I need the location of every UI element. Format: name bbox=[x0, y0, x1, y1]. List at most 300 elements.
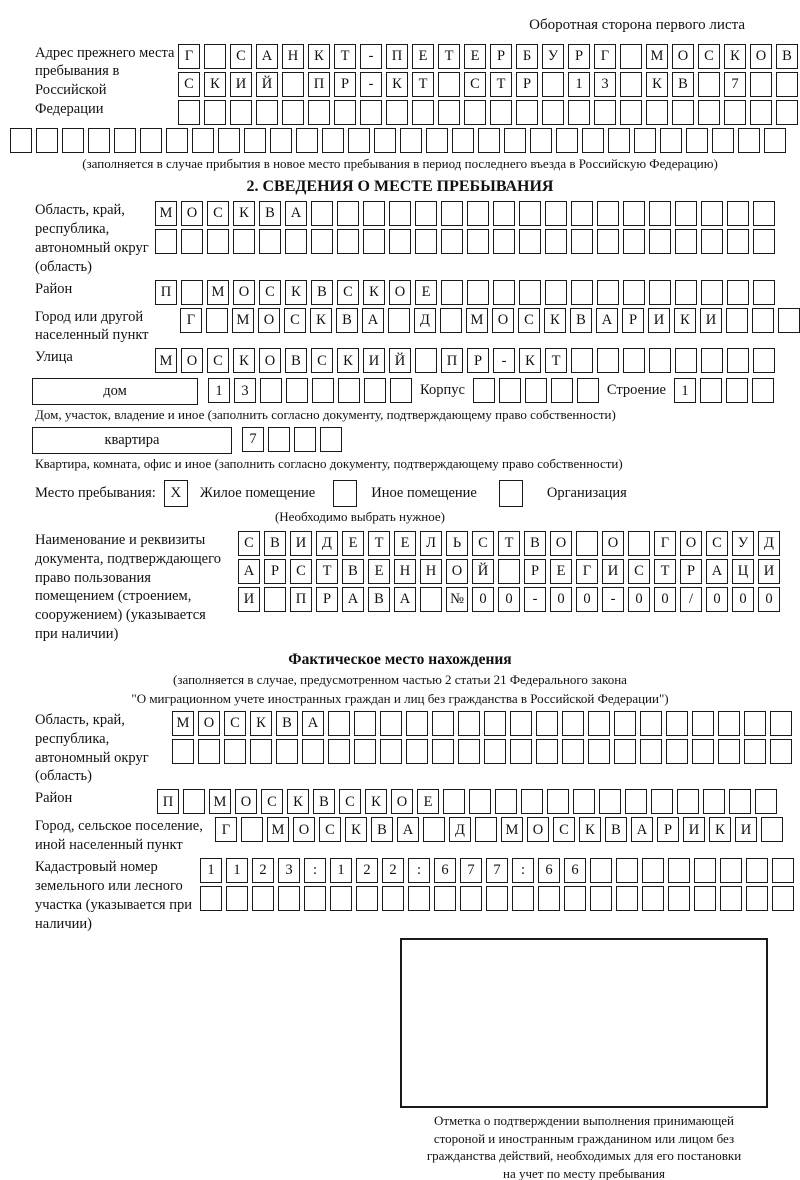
char-cell bbox=[276, 739, 298, 764]
char-cell bbox=[525, 378, 547, 403]
char-cell bbox=[467, 280, 489, 305]
char-cell bbox=[692, 711, 714, 736]
char-cell bbox=[538, 886, 560, 911]
char-cell: И bbox=[683, 817, 705, 842]
prev-address-label: Адрес прежнего места пребывания в Российской Федерации bbox=[35, 44, 175, 118]
char-cell bbox=[675, 348, 697, 373]
char-cell: П bbox=[155, 280, 177, 305]
char-cell: И bbox=[238, 587, 260, 612]
char-cell bbox=[698, 100, 720, 125]
char-cell bbox=[772, 886, 794, 911]
char-cell bbox=[510, 739, 532, 764]
char-cell: Т bbox=[545, 348, 567, 373]
char-cell: Р bbox=[490, 44, 512, 69]
actual-region-row1 bbox=[172, 711, 792, 736]
char-cell bbox=[308, 100, 330, 125]
char-cell: В bbox=[276, 711, 298, 736]
char-cell bbox=[62, 128, 84, 153]
char-cell: К bbox=[287, 789, 309, 814]
char-cell: И bbox=[758, 559, 780, 584]
char-cell bbox=[616, 886, 638, 911]
stay-zhiloe-label: Жилое помещение bbox=[199, 485, 316, 502]
char-cell bbox=[727, 229, 749, 254]
char-cell bbox=[614, 739, 636, 764]
char-cell bbox=[753, 229, 775, 254]
corner-note: Оборотная сторона первого листа bbox=[529, 17, 745, 33]
char-cell: П bbox=[441, 348, 463, 373]
char-cell: 3 bbox=[278, 858, 300, 883]
char-cell bbox=[282, 100, 304, 125]
char-cell: 0 bbox=[732, 587, 754, 612]
char-cell bbox=[718, 739, 740, 764]
char-cell: О bbox=[446, 559, 468, 584]
char-cell: А bbox=[394, 587, 416, 612]
char-cell bbox=[178, 100, 200, 125]
char-cell bbox=[649, 201, 671, 226]
char-cell bbox=[666, 711, 688, 736]
char-cell: С bbox=[259, 280, 281, 305]
char-cell bbox=[183, 789, 205, 814]
char-cell: В bbox=[368, 587, 390, 612]
char-cell: У bbox=[732, 531, 754, 556]
char-cell: Р bbox=[680, 559, 702, 584]
char-cell: Т bbox=[316, 559, 338, 584]
prev-address-row2 bbox=[178, 72, 798, 97]
char-cell bbox=[761, 817, 783, 842]
char-cell: И bbox=[230, 72, 252, 97]
char-cell: К bbox=[365, 789, 387, 814]
prev-address-block bbox=[0, 44, 800, 125]
char-cell bbox=[510, 711, 532, 736]
char-cell: К bbox=[709, 817, 731, 842]
char-cell: О bbox=[259, 348, 281, 373]
char-cell bbox=[328, 739, 350, 764]
char-cell bbox=[729, 789, 751, 814]
char-cell bbox=[564, 886, 586, 911]
char-cell: К bbox=[544, 308, 566, 333]
document-label: Наименование и реквизиты документа, подтверждающего право пользования помещением (строением, сооружением) (указывается при наличии) bbox=[35, 531, 221, 643]
char-cell bbox=[744, 739, 766, 764]
char-cell: 2 bbox=[382, 858, 404, 883]
char-cell: С bbox=[628, 559, 650, 584]
char-cell bbox=[597, 201, 619, 226]
char-cell: К bbox=[579, 817, 601, 842]
char-cell bbox=[640, 739, 662, 764]
char-cell: О bbox=[492, 308, 514, 333]
char-cell bbox=[259, 229, 281, 254]
char-cell bbox=[551, 378, 573, 403]
char-cell bbox=[475, 817, 497, 842]
char-cell bbox=[218, 128, 240, 153]
char-cell: О bbox=[198, 711, 220, 736]
actual-district-label: Район bbox=[35, 790, 73, 807]
char-cell bbox=[724, 100, 746, 125]
char-cell: Т bbox=[438, 44, 460, 69]
prev-address-row4-wrap bbox=[0, 128, 800, 153]
char-cell: М bbox=[232, 308, 254, 333]
char-cell: С bbox=[311, 348, 333, 373]
char-cell bbox=[712, 128, 734, 153]
char-cell bbox=[473, 378, 495, 403]
char-cell: С bbox=[284, 308, 306, 333]
char-cell: Е bbox=[368, 559, 390, 584]
char-cell bbox=[599, 789, 621, 814]
char-cell: В bbox=[285, 348, 307, 373]
char-cell: 0 bbox=[550, 587, 572, 612]
char-cell: В bbox=[371, 817, 393, 842]
checkbox-zhiloe: X bbox=[164, 480, 188, 507]
char-cell bbox=[432, 739, 454, 764]
char-cell bbox=[415, 229, 437, 254]
char-cell: А bbox=[342, 587, 364, 612]
prev-address-row3 bbox=[178, 100, 798, 125]
char-cell bbox=[675, 201, 697, 226]
char-cell bbox=[334, 100, 356, 125]
char-cell bbox=[700, 378, 722, 403]
region-row1 bbox=[155, 201, 775, 226]
char-cell bbox=[382, 886, 404, 911]
char-cell: О bbox=[550, 531, 572, 556]
char-cell bbox=[467, 229, 489, 254]
char-cell bbox=[727, 201, 749, 226]
char-cell: О bbox=[680, 531, 702, 556]
char-cell: Т bbox=[368, 531, 390, 556]
char-cell bbox=[204, 100, 226, 125]
char-cell bbox=[155, 229, 177, 254]
stamp-note-line1: Отметка о подтверждении выполнения принимающей bbox=[433, 1113, 735, 1129]
char-cell: С bbox=[224, 711, 246, 736]
stroenie-label: Строение bbox=[606, 382, 666, 399]
char-cell: О bbox=[181, 201, 203, 226]
actual-note-line2: "О миграционном учете иностранных граждан и лиц без гражданства в Российской Федерации") bbox=[131, 691, 669, 707]
char-cell: И bbox=[290, 531, 312, 556]
char-cell: Т bbox=[334, 44, 356, 69]
char-cell: Р bbox=[524, 559, 546, 584]
char-cell: К bbox=[674, 308, 696, 333]
char-cell bbox=[582, 128, 604, 153]
char-cell bbox=[406, 711, 428, 736]
char-cell bbox=[519, 229, 541, 254]
actual-city-row bbox=[215, 817, 783, 842]
char-cell bbox=[597, 280, 619, 305]
char-cell bbox=[620, 72, 642, 97]
char-cell: Д bbox=[758, 531, 780, 556]
char-cell bbox=[464, 100, 486, 125]
char-cell bbox=[441, 280, 463, 305]
char-cell: В bbox=[259, 201, 281, 226]
char-cell bbox=[294, 427, 316, 452]
char-cell bbox=[244, 128, 266, 153]
char-cell bbox=[651, 789, 673, 814]
char-cell: О bbox=[181, 348, 203, 373]
char-cell: К bbox=[233, 201, 255, 226]
char-cell: П bbox=[308, 72, 330, 97]
document-row1 bbox=[238, 531, 780, 556]
char-cell: 1 bbox=[674, 378, 696, 403]
char-cell bbox=[646, 100, 668, 125]
char-cell: Г bbox=[215, 817, 237, 842]
char-cell: М bbox=[155, 201, 177, 226]
district-label: Район bbox=[35, 280, 73, 297]
char-cell bbox=[753, 201, 775, 226]
char-cell: М bbox=[172, 711, 194, 736]
char-cell bbox=[668, 858, 690, 883]
char-cell bbox=[625, 789, 647, 814]
char-cell bbox=[571, 348, 593, 373]
char-cell: М bbox=[646, 44, 668, 69]
char-cell bbox=[701, 229, 723, 254]
char-cell bbox=[686, 128, 708, 153]
char-cell bbox=[753, 348, 775, 373]
char-cell bbox=[438, 100, 460, 125]
char-cell bbox=[597, 229, 619, 254]
char-cell bbox=[302, 739, 324, 764]
house-number-cells bbox=[208, 378, 412, 403]
char-cell: И bbox=[700, 308, 722, 333]
char-cell: 0 bbox=[654, 587, 676, 612]
house-note: Дом, участок, владение и иное (заполнить согласно документу, подтверждающему право собственности) bbox=[35, 407, 616, 423]
char-cell: Е bbox=[417, 789, 439, 814]
char-cell bbox=[536, 711, 558, 736]
char-cell: К bbox=[233, 348, 255, 373]
char-cell: 7 bbox=[486, 858, 508, 883]
char-cell bbox=[727, 280, 749, 305]
actual-city-block bbox=[0, 817, 800, 855]
char-cell: - bbox=[360, 44, 382, 69]
char-cell bbox=[400, 128, 422, 153]
char-cell bbox=[623, 229, 645, 254]
char-cell: О bbox=[527, 817, 549, 842]
stamp-note-line3: гражданства действий, необходимых для его постановки bbox=[426, 1148, 742, 1164]
char-cell bbox=[738, 128, 760, 153]
char-cell bbox=[224, 739, 246, 764]
char-cell bbox=[608, 128, 630, 153]
char-cell: А bbox=[238, 559, 260, 584]
char-cell bbox=[172, 739, 194, 764]
char-cell: К bbox=[345, 817, 367, 842]
char-cell: П bbox=[386, 44, 408, 69]
char-cell: 1 bbox=[568, 72, 590, 97]
char-cell bbox=[675, 280, 697, 305]
char-cell bbox=[519, 280, 541, 305]
char-cell: Т bbox=[490, 72, 512, 97]
char-cell: М bbox=[207, 280, 229, 305]
char-cell bbox=[386, 100, 408, 125]
street-row bbox=[155, 348, 775, 373]
char-cell: Н bbox=[420, 559, 442, 584]
char-cell: К bbox=[337, 348, 359, 373]
char-cell bbox=[286, 378, 308, 403]
char-cell bbox=[542, 72, 564, 97]
char-cell: № bbox=[446, 587, 468, 612]
char-cell: А bbox=[397, 817, 419, 842]
char-cell: П bbox=[290, 587, 312, 612]
char-cell bbox=[755, 789, 777, 814]
char-cell: М bbox=[501, 817, 523, 842]
char-cell bbox=[642, 886, 664, 911]
char-cell bbox=[640, 711, 662, 736]
char-cell: Г bbox=[180, 308, 202, 333]
char-cell bbox=[192, 128, 214, 153]
char-cell bbox=[230, 100, 252, 125]
char-cell: И bbox=[735, 817, 757, 842]
region-grid bbox=[155, 201, 775, 254]
char-cell bbox=[660, 128, 682, 153]
char-cell bbox=[285, 229, 307, 254]
char-cell bbox=[412, 100, 434, 125]
char-cell: К bbox=[285, 280, 307, 305]
char-cell: 6 bbox=[434, 858, 456, 883]
char-cell bbox=[620, 44, 642, 69]
char-cell: С bbox=[207, 348, 229, 373]
document-block bbox=[0, 531, 800, 644]
char-cell: У bbox=[542, 44, 564, 69]
stay-label: Место пребывания: bbox=[35, 485, 156, 502]
char-cell bbox=[198, 739, 220, 764]
char-cell bbox=[542, 100, 564, 125]
char-cell bbox=[512, 886, 534, 911]
char-cell: Р bbox=[316, 587, 338, 612]
char-cell bbox=[443, 789, 465, 814]
char-cell: Й bbox=[256, 72, 278, 97]
char-cell bbox=[666, 739, 688, 764]
char-cell bbox=[750, 72, 772, 97]
char-cell bbox=[519, 201, 541, 226]
char-cell: Р bbox=[657, 817, 679, 842]
char-cell: 0 bbox=[498, 587, 520, 612]
char-cell bbox=[441, 201, 463, 226]
section2-title: 2. СВЕДЕНИЯ О МЕСТЕ ПРЕБЫВАНИЯ bbox=[246, 178, 554, 196]
char-cell bbox=[140, 128, 162, 153]
char-cell: К bbox=[310, 308, 332, 333]
apartment-block bbox=[0, 427, 800, 454]
char-cell: Г bbox=[178, 44, 200, 69]
city-block bbox=[0, 308, 800, 346]
char-cell bbox=[390, 378, 412, 403]
stamp-note-line4: на учет по месту пребывания bbox=[503, 1165, 665, 1180]
char-cell bbox=[166, 128, 188, 153]
char-cell bbox=[426, 128, 448, 153]
char-cell bbox=[256, 100, 278, 125]
char-cell bbox=[677, 789, 699, 814]
char-cell: Г bbox=[576, 559, 598, 584]
char-cell bbox=[493, 280, 515, 305]
char-cell bbox=[452, 128, 474, 153]
char-cell: 6 bbox=[538, 858, 560, 883]
char-cell: 6 bbox=[564, 858, 586, 883]
char-cell bbox=[268, 427, 290, 452]
street-label: Улица bbox=[35, 349, 73, 366]
char-cell: В bbox=[570, 308, 592, 333]
char-cell: 0 bbox=[472, 587, 494, 612]
house-type-box: дом bbox=[32, 378, 198, 405]
char-cell bbox=[363, 201, 385, 226]
char-cell bbox=[200, 886, 222, 911]
char-cell: А bbox=[285, 201, 307, 226]
document-row2 bbox=[238, 559, 780, 584]
char-cell bbox=[545, 280, 567, 305]
cadastral-row2 bbox=[200, 886, 794, 911]
char-cell: Т bbox=[654, 559, 676, 584]
char-cell: 7 bbox=[460, 858, 482, 883]
char-cell bbox=[415, 348, 437, 373]
char-cell bbox=[577, 378, 599, 403]
char-cell bbox=[423, 817, 445, 842]
char-cell bbox=[354, 711, 376, 736]
char-cell: 0 bbox=[758, 587, 780, 612]
char-cell: М bbox=[466, 308, 488, 333]
char-cell: 7 bbox=[724, 72, 746, 97]
char-cell: 2 bbox=[356, 858, 378, 883]
stay-type-block bbox=[0, 480, 800, 507]
char-cell bbox=[536, 739, 558, 764]
char-cell bbox=[495, 789, 517, 814]
char-cell bbox=[746, 858, 768, 883]
char-cell bbox=[776, 72, 798, 97]
char-cell bbox=[356, 886, 378, 911]
char-cell bbox=[588, 711, 610, 736]
char-cell: О bbox=[389, 280, 411, 305]
char-cell bbox=[380, 711, 402, 736]
char-cell: Г bbox=[594, 44, 616, 69]
char-cell: О bbox=[293, 817, 315, 842]
char-cell bbox=[360, 100, 382, 125]
char-cell: - bbox=[602, 587, 624, 612]
char-cell bbox=[322, 128, 344, 153]
stamp-note bbox=[398, 1112, 770, 1180]
char-cell bbox=[181, 229, 203, 254]
char-cell bbox=[628, 531, 650, 556]
char-cell: / bbox=[680, 587, 702, 612]
char-cell: Й bbox=[472, 559, 494, 584]
char-cell: Р bbox=[568, 44, 590, 69]
char-cell bbox=[668, 886, 690, 911]
region-block bbox=[0, 201, 800, 276]
actual-note-line1: (заполняется в случае, предусмотренном частью 2 статьи 21 Федерального закона bbox=[173, 672, 627, 688]
char-cell bbox=[484, 711, 506, 736]
cadastral-block bbox=[0, 858, 800, 933]
char-cell bbox=[623, 280, 645, 305]
city-label: Город или другой населенный пункт bbox=[35, 308, 149, 344]
char-cell bbox=[374, 128, 396, 153]
char-cell bbox=[330, 886, 352, 911]
char-cell: А bbox=[256, 44, 278, 69]
char-cell: Т bbox=[412, 72, 434, 97]
char-cell bbox=[521, 789, 543, 814]
char-cell: Г bbox=[654, 531, 676, 556]
char-cell: 1 bbox=[200, 858, 222, 883]
char-cell bbox=[752, 378, 774, 403]
char-cell: В bbox=[342, 559, 364, 584]
char-cell: 3 bbox=[234, 378, 256, 403]
char-cell bbox=[484, 739, 506, 764]
char-cell bbox=[469, 789, 491, 814]
char-cell: А bbox=[596, 308, 618, 333]
char-cell: 1 bbox=[208, 378, 230, 403]
char-cell: С bbox=[553, 817, 575, 842]
char-cell: П bbox=[157, 789, 179, 814]
char-cell bbox=[672, 100, 694, 125]
char-cell bbox=[420, 587, 442, 612]
korpus-cells bbox=[473, 378, 599, 403]
char-cell bbox=[562, 739, 584, 764]
char-cell bbox=[746, 886, 768, 911]
char-cell bbox=[338, 378, 360, 403]
char-cell: Б bbox=[516, 44, 538, 69]
char-cell bbox=[590, 886, 612, 911]
char-cell bbox=[36, 128, 58, 153]
korpus-label: Корпус bbox=[420, 382, 465, 399]
